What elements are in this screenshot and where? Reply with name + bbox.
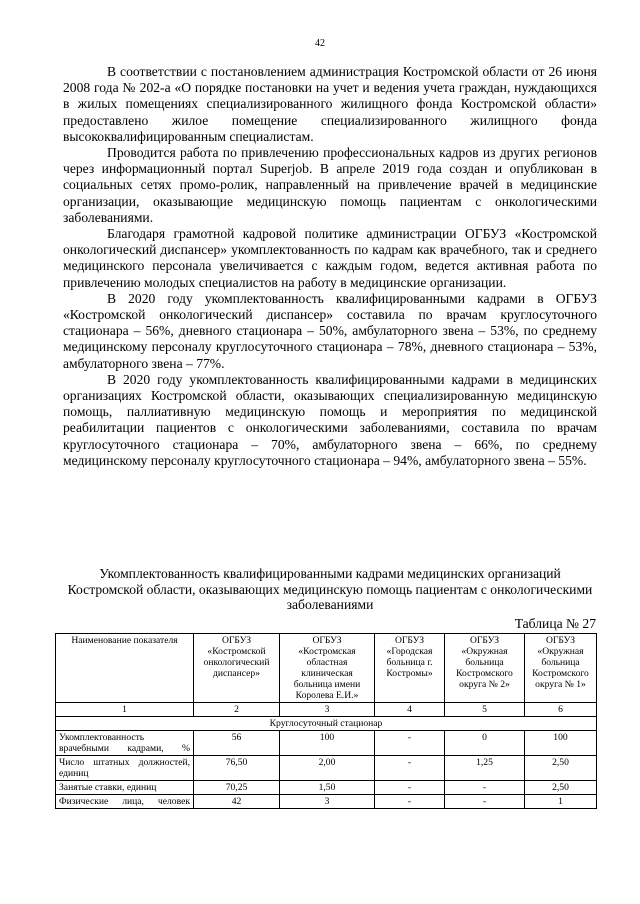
table-cell: 1,25: [445, 756, 525, 781]
paragraph-oncology-dispensary-2020: В 2020 году укомплектованность квалифицированными кадрами в ОГБУЗ «Костромской онкологический диспансер» составила по врачам круглосуточного стационара – 56%, дневного стационара – 50%, амбулаторного звена – 53%, по среднему медицинскому персоналу круглосуточного стационара – 78%, дневного стационара – 53%, амбулаторного звена – 77%.: [63, 290, 597, 371]
table-cell: 2,50: [525, 756, 597, 781]
column-number: 3: [280, 703, 375, 717]
row-label: Занятые ставки, единиц: [56, 781, 194, 795]
paragraph-housing: В соответствии с постановлением администрация Костромской области от 26 июня 2008 года № 202-а «О порядке постановки на учет и ведения учета граждан, нуждающихся в жилых помещениях специализированного жилищного фонда Костромской области» предоставлено жилое помещение специализированного жилищного фонда высококвалифицированным специалистам.: [63, 64, 597, 144]
table-row: [56, 731, 597, 756]
table-cell: -: [375, 731, 445, 756]
header-district-hospital-2: ОГБУЗ «Окружная больница Костромского округа № 2»: [445, 634, 525, 703]
table-row: [56, 795, 597, 809]
table-cell: -: [375, 756, 445, 781]
table-cell: 100: [525, 731, 597, 756]
table-cell: -: [445, 795, 525, 809]
column-number: 1: [56, 703, 194, 717]
header-city-hospital: ОГБУЗ «Городская больница г. Костромы»: [375, 634, 445, 703]
staffing-table: [55, 633, 597, 809]
table-cell: 1: [525, 795, 597, 809]
table-cell: 2,00: [280, 756, 375, 781]
table-cell: 76,50: [194, 756, 280, 781]
table-cell: 0: [445, 731, 525, 756]
header-district-hospital-1: ОГБУЗ «Окружная больница Костромского округа № 1»: [525, 634, 597, 703]
header-regional-clinical-hospital: ОГБУЗ «Костромская областная клиническая больница имени Королева Е.И.»: [280, 634, 375, 703]
table-cell: -: [375, 781, 445, 795]
column-number: 5: [445, 703, 525, 717]
paragraph-recruiting: Проводится работа по привлечению профессиональных кадров из других регионов через информационный портал Superjob. В апреле 2019 года создан и опубликован в социальных сетях промо-ролик, направленный на привлечение врачей в медицинские организации, оказывающие медицинскую помощь пациентам с онкологическими заболеваниями.: [63, 145, 597, 225]
table-row: [56, 756, 597, 781]
row-label: Число штатных должностей, единиц: [56, 756, 194, 781]
column-number: 6: [525, 703, 597, 717]
header-oncology-dispensary: ОГБУЗ «Костромской онкологический диспансер»: [194, 634, 280, 703]
page-number: 42: [315, 38, 325, 49]
table-row: [56, 781, 597, 795]
table-cell: 70,25: [194, 781, 280, 795]
row-label: Физические лица, человек: [56, 795, 194, 809]
table-column-numbers-row: [56, 703, 597, 717]
table-cell: 56: [194, 731, 280, 756]
column-number: 4: [375, 703, 445, 717]
table-cell: 100: [280, 731, 375, 756]
table-cell: 42: [194, 795, 280, 809]
column-number: 2: [194, 703, 280, 717]
paragraph-regional-2020: В 2020 году укомплектованность квалифицированными кадрами в медицинских организациях Костромской области, оказывающих специализированную медицинскую помощь, паллиативную медицинскую помощь и мероприятия по медицинской реабилитации пациентов с онкологическими заболеваниями, составила по врачам круглосуточного стационара – 70%, амбулаторного звена – 66%, по среднему медицинскому персоналу круглосуточного стационара – 94%, амбулаторного звена – 55%.: [63, 371, 597, 468]
row-label: Укомплектованность врачебными кадрами, %: [56, 731, 194, 756]
table-cell: 3: [280, 795, 375, 809]
section-title: Круглосуточный стационар: [56, 717, 597, 731]
paragraph-staff-policy: Благодаря грамотной кадровой политике администрации ОГБУЗ «Костромской онкологический диспансер» укомплектованность по кадрам как врачебного, так и среднего медицинского персонала увеличивается с каждым годом, ведется активная работа по привлечению молодых специалистов на работу в медицинские организации.: [63, 226, 597, 290]
header-indicator: Наименование показателя: [56, 634, 194, 703]
table-caption: Укомплектованность квалифицированными кадрами медицинских организаций Костромской области, оказывающих медицинскую помощь пациентам с онкологическими заболеваниями: [67, 566, 593, 613]
table-label: Таблица № 27: [514, 616, 596, 631]
table-header-row: [56, 634, 597, 703]
table-cell: 1,50: [280, 781, 375, 795]
table-cell: -: [375, 795, 445, 809]
table-section-row: [56, 717, 597, 731]
body-text: [63, 64, 597, 469]
table-cell: -: [445, 781, 525, 795]
table-cell: 2,50: [525, 781, 597, 795]
